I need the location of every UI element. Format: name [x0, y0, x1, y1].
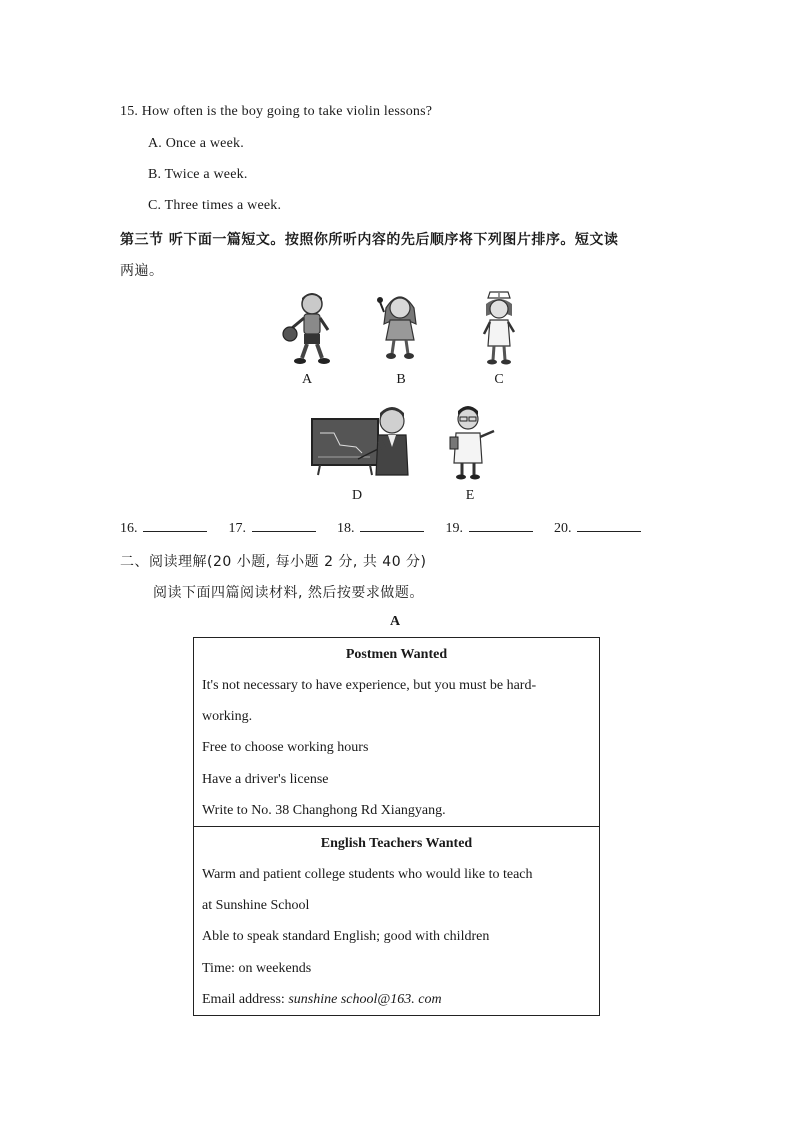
teacher-at-board-icon — [310, 405, 412, 485]
ad-postmen-line: working. — [202, 709, 253, 724]
ad-postmen-wanted — [193, 637, 600, 827]
ad-teachers-line: at Sunshine School — [202, 898, 310, 913]
nurse-icon — [474, 290, 524, 366]
doctor-icon — [448, 405, 500, 481]
blank-16-number: 16. — [120, 521, 138, 536]
question-15-option-a: A. Once a week. — [148, 136, 244, 151]
email-label: Email address: — [202, 992, 289, 1007]
picture-label-b: B — [396, 372, 406, 387]
blank-20-number: 20. — [554, 521, 572, 536]
question-15-option-b: B. Twice a week. — [148, 167, 248, 182]
ad-teachers-line: Time: on weekends — [202, 961, 312, 976]
ad-postmen-title: Postmen Wanted — [345, 647, 448, 662]
blank-19[interactable] — [446, 519, 533, 537]
section-3-instruction-line1: 第三节 听下面一篇短文。按照你所听内容的先后顺序将下列图片排序。短文读 — [120, 232, 619, 248]
blank-20[interactable] — [554, 519, 641, 537]
ad-teachers-line: Warm and patient college students who would like to teach — [202, 867, 533, 882]
ad-postmen-line: It's not necessary to have experience, but you must be hard- — [202, 678, 537, 693]
picture-label-c: C — [494, 372, 504, 387]
ad-postmen-line: Free to choose working hours — [202, 740, 369, 755]
blank-16[interactable] — [120, 519, 207, 537]
blank-18[interactable] — [337, 519, 424, 537]
blank-19-number: 19. — [445, 521, 463, 536]
passage-label: A — [390, 614, 401, 629]
blank-18-number: 18. — [337, 521, 355, 536]
ad-english-teachers-wanted — [193, 826, 600, 1016]
section-3-instruction-line2: 两遍。 — [120, 263, 164, 279]
picture-label-e: E — [465, 488, 475, 503]
part-2-instruction: 阅读下面四篇阅读材料, 然后按要求做题。 — [153, 585, 424, 601]
picture-label-d: D — [351, 488, 363, 503]
ad-postmen-line: Have a driver's license — [202, 772, 329, 787]
picture-label-a: A — [301, 372, 313, 387]
question-15-stem: 15. How often is the boy going to take violin lessons? — [120, 104, 433, 119]
ad-postmen-line: Write to No. 38 Changhong Rd Xiangyang. — [202, 803, 446, 818]
ad-teachers-email-line — [202, 992, 442, 1008]
ad-teachers-title: English Teachers Wanted — [320, 836, 473, 851]
answer-blanks — [120, 519, 659, 537]
blank-17[interactable] — [229, 519, 316, 537]
blank-17-number: 17. — [228, 521, 246, 536]
ad-teachers-line: Able to speak standard English; good with children — [202, 929, 490, 944]
email-address: sunshine school@163. com — [288, 992, 442, 1007]
basketball-boy-icon — [278, 290, 338, 368]
singing-girl-icon — [372, 290, 428, 362]
part-2-heading: 二、阅读理解(20 小题, 每小题 2 分, 共 40 分) — [120, 554, 427, 570]
question-15-option-c: C. Three times a week. — [148, 198, 282, 213]
